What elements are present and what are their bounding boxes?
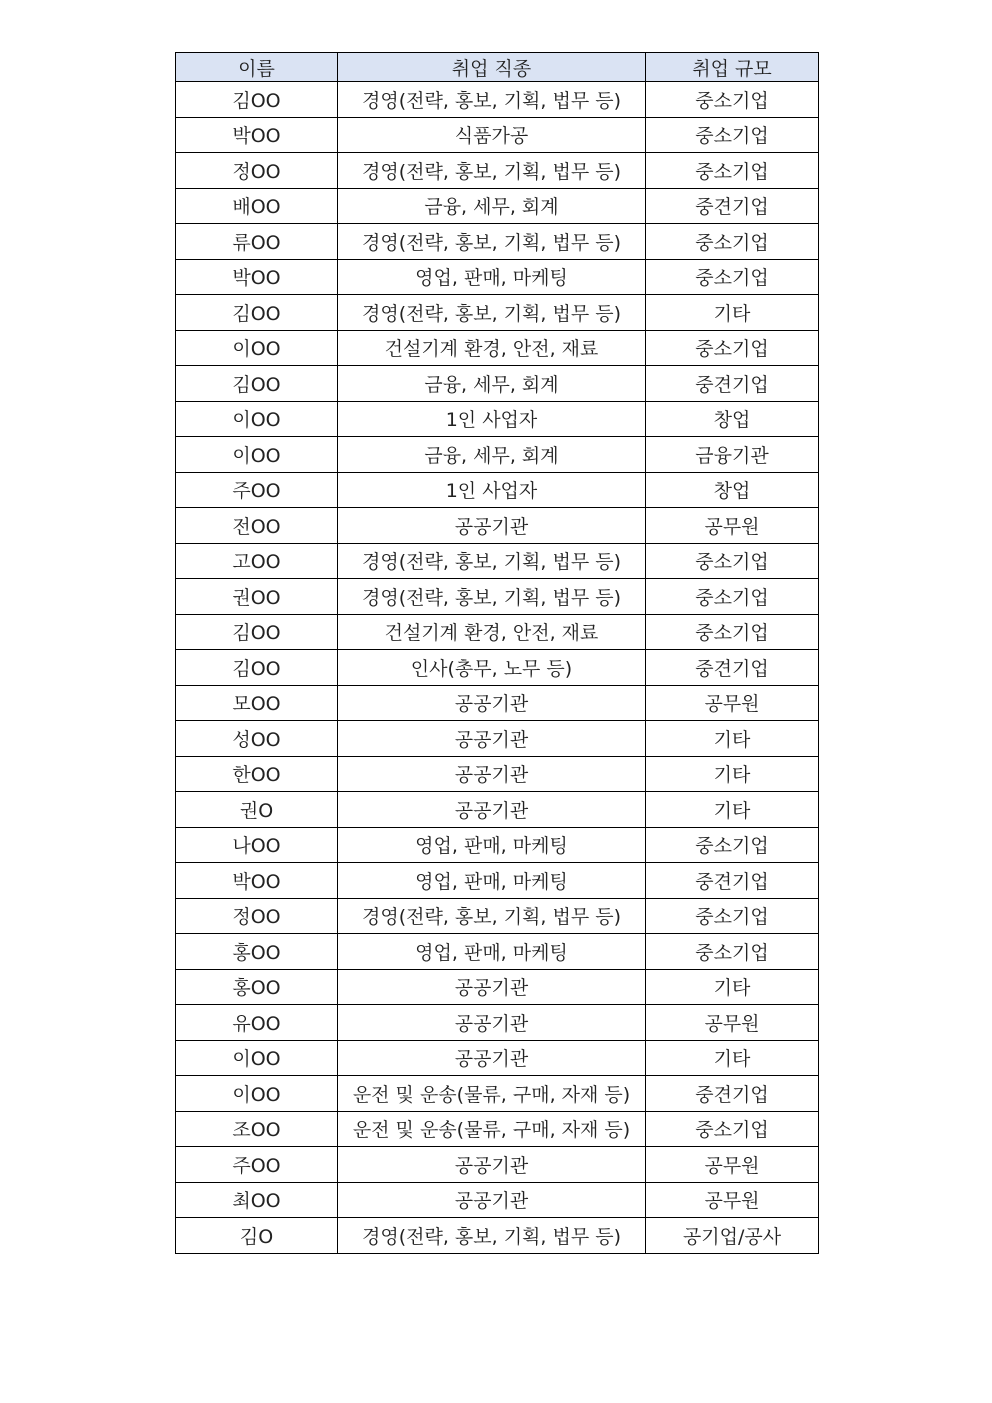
table-row (176, 259, 819, 295)
cell-company-size: 중소기업 (646, 614, 819, 650)
cell-name: 주OO (176, 472, 338, 508)
cell-name: 이OO (176, 401, 338, 437)
table-row (176, 508, 819, 544)
table-row (176, 330, 819, 366)
table-row (176, 792, 819, 828)
cell-name: 권O (176, 792, 338, 828)
table-row (176, 863, 819, 899)
cell-company-size: 기타 (646, 969, 819, 1005)
cell-company-size: 창업 (646, 472, 819, 508)
table-row (176, 1218, 819, 1254)
cell-name: 이OO (176, 1076, 338, 1112)
cell-job-type: 영업, 판매, 마케팅 (338, 827, 646, 863)
cell-job-type: 경영(전략, 홍보, 기획, 법무 등) (338, 543, 646, 579)
cell-name: 유OO (176, 1005, 338, 1041)
cell-name: 홍OO (176, 934, 338, 970)
cell-job-type: 운전 및 운송(물류, 구매, 자재 등) (338, 1111, 646, 1147)
table-row (176, 1076, 819, 1112)
cell-company-size: 중소기업 (646, 259, 819, 295)
cell-name: 김OO (176, 614, 338, 650)
table-row (176, 1147, 819, 1183)
cell-company-size: 기타 (646, 756, 819, 792)
cell-company-size: 기타 (646, 721, 819, 757)
cell-job-type: 경영(전략, 홍보, 기획, 법무 등) (338, 224, 646, 260)
table-row (176, 153, 819, 189)
employment-table (175, 52, 819, 1254)
cell-job-type: 공공기관 (338, 969, 646, 1005)
cell-company-size: 기타 (646, 792, 819, 828)
table-row (176, 1182, 819, 1218)
cell-job-type: 경영(전략, 홍보, 기획, 법무 등) (338, 153, 646, 189)
table-row (176, 472, 819, 508)
cell-company-size: 중소기업 (646, 827, 819, 863)
cell-job-type: 공공기관 (338, 756, 646, 792)
cell-company-size: 중소기업 (646, 1111, 819, 1147)
table-row (176, 224, 819, 260)
cell-company-size: 기타 (646, 295, 819, 331)
table-row (176, 543, 819, 579)
table-row (176, 969, 819, 1005)
cell-name: 김OO (176, 295, 338, 331)
cell-job-type: 경영(전략, 홍보, 기획, 법무 등) (338, 82, 646, 118)
cell-job-type: 공공기관 (338, 792, 646, 828)
table-row (176, 934, 819, 970)
table-body (176, 82, 819, 1254)
cell-job-type: 경영(전략, 홍보, 기획, 법무 등) (338, 898, 646, 934)
cell-company-size: 공무원 (646, 1147, 819, 1183)
table-row (176, 117, 819, 153)
cell-name: 김OO (176, 650, 338, 686)
cell-job-type: 1인 사업자 (338, 401, 646, 437)
cell-job-type: 금융, 세무, 회계 (338, 437, 646, 473)
cell-company-size: 중견기업 (646, 650, 819, 686)
cell-job-type: 경영(전략, 홍보, 기획, 법무 등) (338, 579, 646, 615)
cell-company-size: 공무원 (646, 1182, 819, 1218)
cell-name: 고OO (176, 543, 338, 579)
cell-job-type: 영업, 판매, 마케팅 (338, 863, 646, 899)
cell-name: 나OO (176, 827, 338, 863)
cell-company-size: 공무원 (646, 685, 819, 721)
table-row (176, 898, 819, 934)
cell-name: 류OO (176, 224, 338, 260)
cell-company-size: 공기업/공사 (646, 1218, 819, 1254)
cell-job-type: 식품가공 (338, 117, 646, 153)
cell-job-type: 공공기관 (338, 685, 646, 721)
cell-name: 모OO (176, 685, 338, 721)
cell-name: 김OO (176, 82, 338, 118)
cell-company-size: 중견기업 (646, 188, 819, 224)
cell-company-size: 공무원 (646, 508, 819, 544)
cell-job-type: 공공기관 (338, 508, 646, 544)
cell-job-type: 공공기관 (338, 1040, 646, 1076)
cell-name: 박OO (176, 259, 338, 295)
table-row (176, 1111, 819, 1147)
cell-job-type: 금융, 세무, 회계 (338, 188, 646, 224)
cell-job-type: 1인 사업자 (338, 472, 646, 508)
cell-job-type: 금융, 세무, 회계 (338, 366, 646, 402)
table-row (176, 579, 819, 615)
cell-company-size: 중견기업 (646, 1076, 819, 1112)
table-row (176, 401, 819, 437)
table-row (176, 827, 819, 863)
header-job-type: 취업 직종 (338, 53, 646, 82)
cell-job-type: 공공기관 (338, 1147, 646, 1183)
cell-job-type: 공공기관 (338, 1005, 646, 1041)
cell-name: 성OO (176, 721, 338, 757)
table-header (176, 53, 819, 82)
cell-company-size: 중소기업 (646, 224, 819, 260)
cell-name: 주OO (176, 1147, 338, 1183)
table-row (176, 685, 819, 721)
table-row (176, 82, 819, 118)
cell-name: 이OO (176, 437, 338, 473)
cell-job-type: 영업, 판매, 마케팅 (338, 934, 646, 970)
cell-name: 김OO (176, 366, 338, 402)
cell-company-size: 기타 (646, 1040, 819, 1076)
cell-job-type: 영업, 판매, 마케팅 (338, 259, 646, 295)
cell-job-type: 공공기관 (338, 721, 646, 757)
header-company-size: 취업 규모 (646, 53, 819, 82)
cell-name: 홍OO (176, 969, 338, 1005)
cell-name: 한OO (176, 756, 338, 792)
table-row (176, 295, 819, 331)
cell-company-size: 금융기관 (646, 437, 819, 473)
header-row (176, 53, 819, 82)
cell-company-size: 중소기업 (646, 934, 819, 970)
cell-company-size: 중소기업 (646, 82, 819, 118)
cell-company-size: 중소기업 (646, 117, 819, 153)
cell-job-type: 경영(전략, 홍보, 기획, 법무 등) (338, 1218, 646, 1254)
table-row (176, 366, 819, 402)
header-name: 이름 (176, 53, 338, 82)
table-row (176, 614, 819, 650)
cell-name: 배OO (176, 188, 338, 224)
table-row (176, 756, 819, 792)
cell-name: 정OO (176, 153, 338, 189)
table-row (176, 437, 819, 473)
table-row (176, 1005, 819, 1041)
table-row (176, 1040, 819, 1076)
cell-name: 박OO (176, 117, 338, 153)
cell-company-size: 중견기업 (646, 863, 819, 899)
cell-company-size: 중소기업 (646, 579, 819, 615)
cell-company-size: 중소기업 (646, 330, 819, 366)
table-row (176, 188, 819, 224)
cell-job-type: 운전 및 운송(물류, 구매, 자재 등) (338, 1076, 646, 1112)
cell-name: 조OO (176, 1111, 338, 1147)
table-row (176, 650, 819, 686)
cell-job-type: 건설기계 환경, 안전, 재료 (338, 330, 646, 366)
cell-name: 전OO (176, 508, 338, 544)
cell-job-type: 공공기관 (338, 1182, 646, 1218)
cell-company-size: 중견기업 (646, 366, 819, 402)
cell-name: 박OO (176, 863, 338, 899)
cell-name: 최OO (176, 1182, 338, 1218)
cell-company-size: 중소기업 (646, 153, 819, 189)
cell-job-type: 인사(총무, 노무 등) (338, 650, 646, 686)
cell-name: 김O (176, 1218, 338, 1254)
cell-company-size: 공무원 (646, 1005, 819, 1041)
cell-name: 이OO (176, 330, 338, 366)
cell-company-size: 창업 (646, 401, 819, 437)
cell-name: 정OO (176, 898, 338, 934)
cell-job-type: 건설기계 환경, 안전, 재료 (338, 614, 646, 650)
cell-company-size: 중소기업 (646, 543, 819, 579)
cell-name: 이OO (176, 1040, 338, 1076)
cell-name: 권OO (176, 579, 338, 615)
cell-company-size: 중소기업 (646, 898, 819, 934)
cell-job-type: 경영(전략, 홍보, 기획, 법무 등) (338, 295, 646, 331)
table-row (176, 721, 819, 757)
